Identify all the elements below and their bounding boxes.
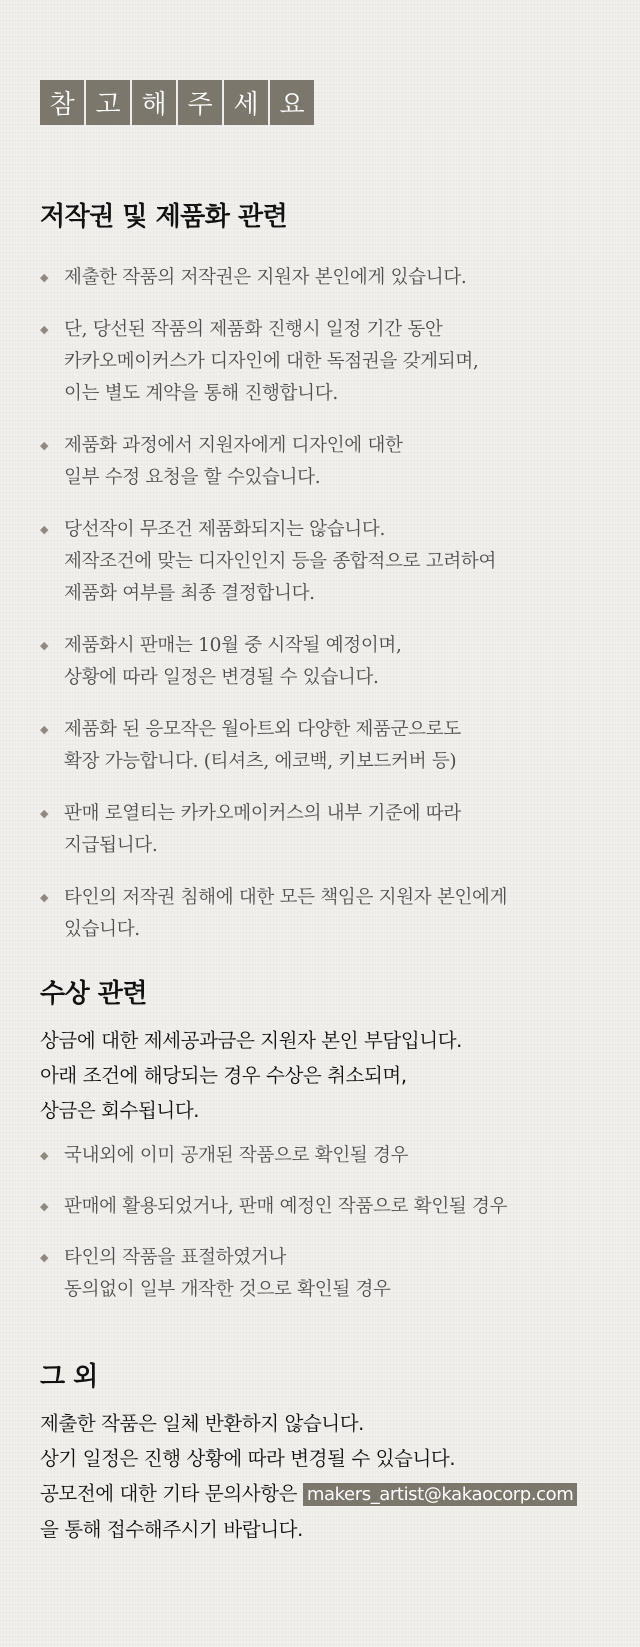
list-item: ◆ 단, 당선된 작품의 제품화 진행시 일정 기간 동안 카카오메이커스가 디자인에 대한 독점권을 갖게되며, 이는 별도 계약을 통해 진행합니다. — [40, 314, 507, 410]
diamond-bullet-icon: ◆ — [40, 639, 49, 652]
diamond-bullet-icon: ◆ — [40, 323, 49, 336]
banner-char: 참 — [40, 80, 84, 125]
banner-char: 세 — [224, 80, 268, 125]
banner-char: 요 — [270, 80, 314, 125]
copyright-section-title: 저작권 및 제품화 관련 — [40, 202, 288, 232]
other-description: 제출한 작품은 일체 반환하지 않습니다. 상기 일정은 진행 상황에 따라 변경될 수 있습니다. 공모전에 대한 기타 문의사항은 makers_artist@kakaocorp.com 을 통해 접수해주시기 바랍니다. — [40, 1406, 577, 1547]
copyright-list — [40, 262, 507, 966]
other-section-title: 그 외 — [40, 1362, 98, 1392]
diamond-bullet-icon: ◆ — [40, 1200, 49, 1213]
list-item: ◆ 당선작이 무조건 제품화되지는 않습니다. 제작조건에 맞는 디자인인지 등을 종합적으로 고려하여 제품화 여부를 최종 결정합니다. — [40, 514, 507, 610]
diamond-bullet-icon: ◆ — [40, 1251, 49, 1264]
award-description: 상금에 대한 제세공과금은 지원자 본인 부담입니다. 아래 조건에 해당되는 경우 수상은 취소되며, 상금은 회수됩니다. — [40, 1029, 462, 1122]
diamond-bullet-icon: ◆ — [40, 723, 49, 736]
diamond-bullet-icon: ◆ — [40, 439, 49, 452]
award-cancel-list — [40, 1140, 507, 1325]
list-item: ◆ 제품화시 판매는 10월 중 시작될 예정이며, 상황에 따라 일정은 변경될 수 있습니다. — [40, 630, 507, 694]
notice-banner — [40, 80, 610, 125]
diamond-bullet-icon: ◆ — [40, 891, 49, 904]
banner-char: 주 — [178, 80, 222, 125]
diamond-bullet-icon: ◆ — [40, 807, 49, 820]
list-item: ◆ 판매에 활용되었거나, 판매 예정인 작품으로 확인될 경우 — [40, 1191, 507, 1223]
list-item: ◆ 타인의 저작권 침해에 대한 모든 책임은 지원자 본인에게 있습니다. — [40, 882, 507, 946]
banner-char: 해 — [132, 80, 176, 125]
contact-line: 공모전에 대한 기타 문의사항은 makers_artist@kakaocorp.com — [40, 1476, 577, 1512]
list-item: ◆ 제품화 된 응모작은 월아트외 다양한 제품군으로도 확장 가능합니다. (티셔츠, 에코백, 키보드커버 등) — [40, 714, 507, 778]
diamond-bullet-icon: ◆ — [40, 523, 49, 536]
list-item: ◆ 타인의 작품을 표절하였거나 동의없이 일부 개작한 것으로 확인될 경우 — [40, 1242, 507, 1306]
diamond-bullet-icon: ◆ — [40, 1149, 49, 1162]
list-item: ◆ 판매 로열티는 카카오메이커스의 내부 기준에 따라 지급됩니다. — [40, 798, 507, 862]
list-item: ◆ 제품화 과정에서 지원자에게 디자인에 대한 일부 수정 요청을 할 수있습니다. — [40, 430, 507, 494]
notice-page — [40, 80, 610, 1541]
banner-char: 고 — [86, 80, 130, 125]
award-section-title: 수상 관련 — [40, 979, 148, 1009]
diamond-bullet-icon: ◆ — [40, 271, 49, 284]
contact-email-link[interactable]: makers_artist@kakaocorp.com — [303, 1483, 578, 1506]
list-item: ◆ 국내외에 이미 공개된 작품으로 확인될 경우 — [40, 1140, 507, 1172]
list-item: ◆ 제출한 작품의 저작권은 지원자 본인에게 있습니다. — [40, 262, 507, 294]
